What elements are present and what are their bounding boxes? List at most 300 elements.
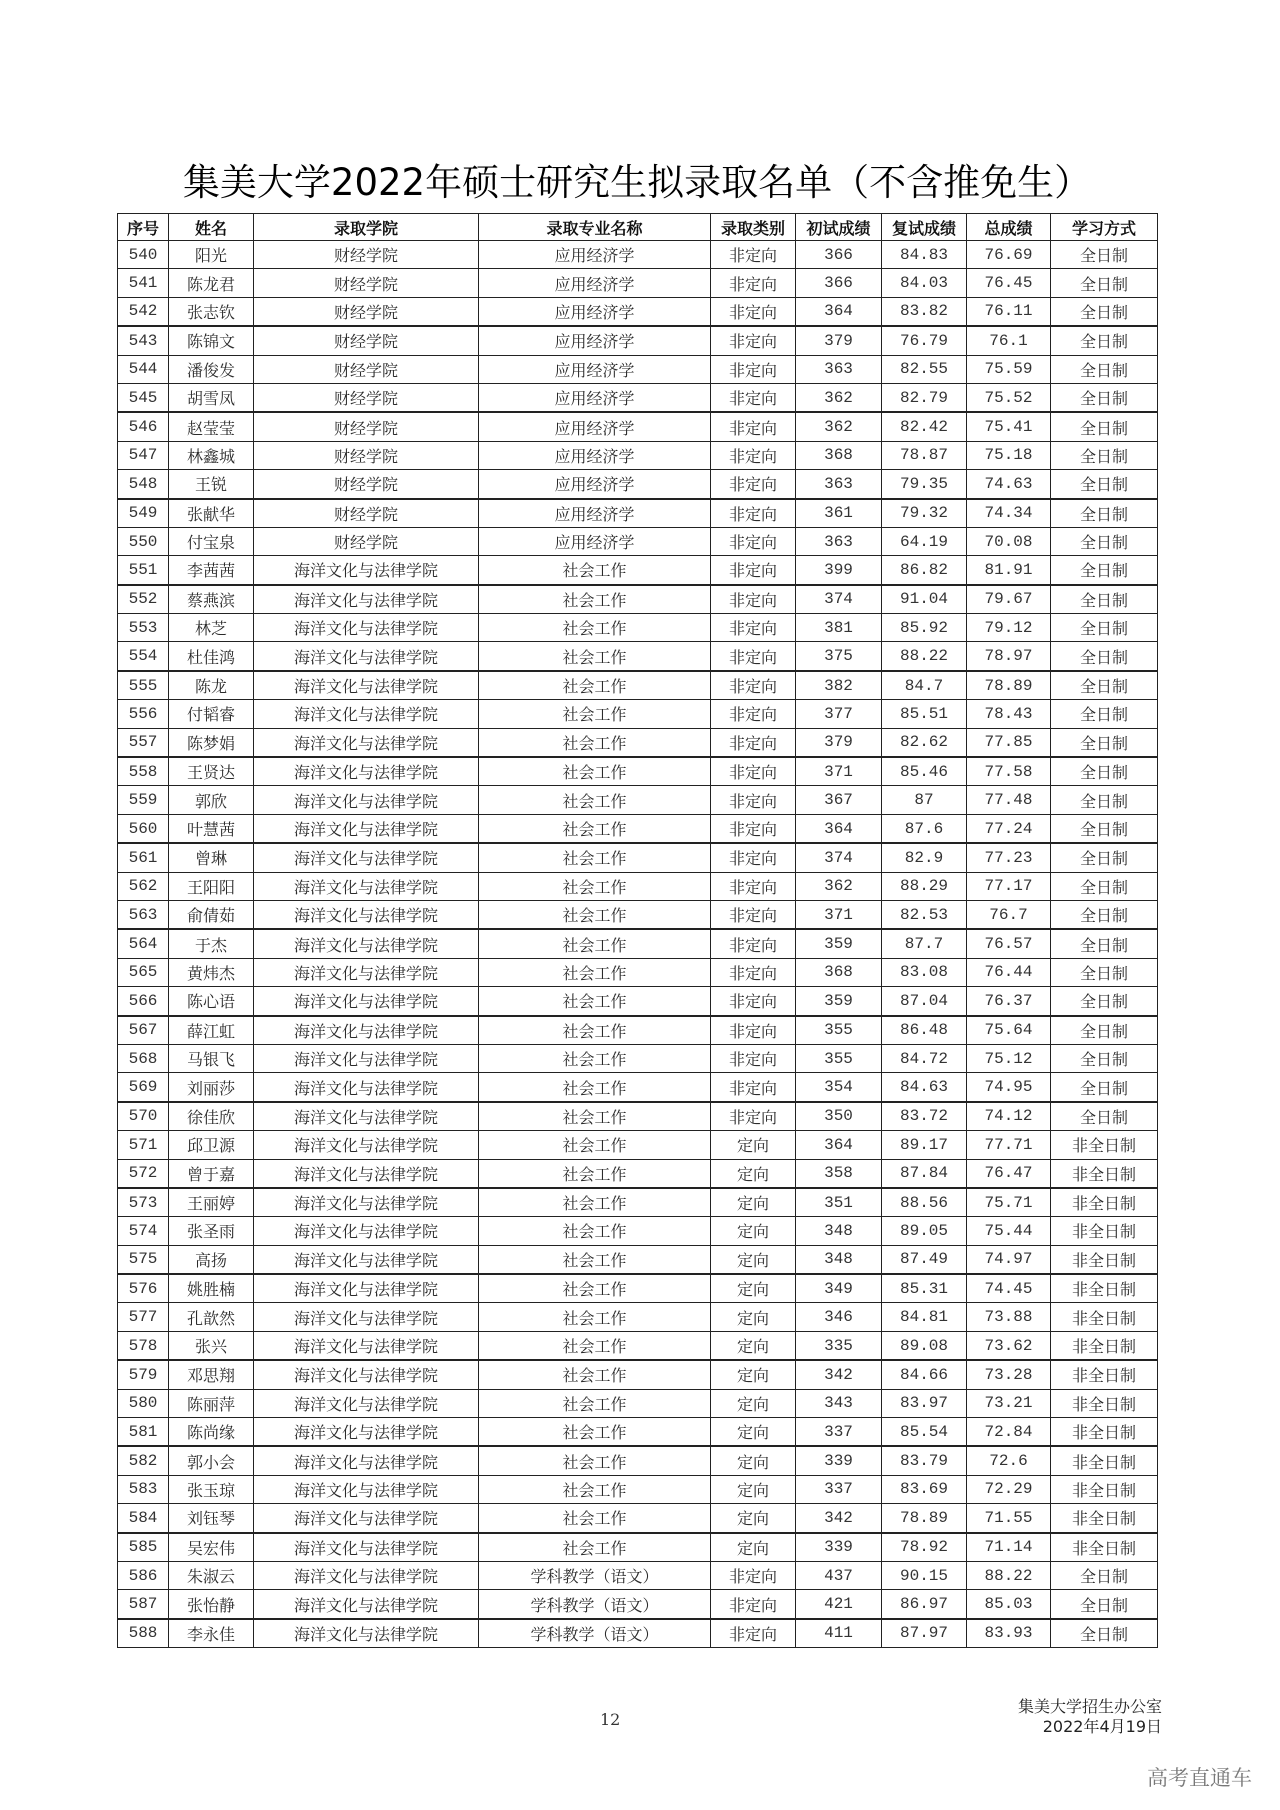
col-retest-score-cell: 76.79: [882, 326, 967, 355]
header-col-seq: 序号: [118, 214, 169, 241]
table-row: [118, 1303, 1158, 1331]
col-major-cell: 社会工作: [479, 1188, 711, 1217]
col-seq-cell: 571: [118, 1131, 169, 1159]
col-total-score-cell: 72.84: [967, 1418, 1051, 1447]
col-study-mode-cell: 全日制: [1051, 671, 1158, 700]
col-college-cell: 海洋文化与法律学院: [254, 1044, 479, 1072]
table-row: [118, 355, 1158, 383]
col-seq-cell: 579: [118, 1360, 169, 1389]
col-college-cell: 海洋文化与法律学院: [254, 1418, 479, 1447]
col-prelim-score-cell: 381: [796, 614, 882, 642]
col-total-score-cell: 74.34: [967, 499, 1051, 528]
col-total-score-cell: 76.44: [967, 958, 1051, 986]
col-seq-cell: 588: [118, 1619, 169, 1648]
col-seq-cell: 555: [118, 671, 169, 700]
table-row: [118, 1475, 1158, 1503]
table-row: [118, 241, 1158, 269]
table-row: [118, 900, 1158, 929]
col-seq-cell: 572: [118, 1159, 169, 1188]
col-college-cell: 海洋文化与法律学院: [254, 1245, 479, 1274]
col-category-cell: 非定向: [711, 269, 796, 297]
col-prelim-score-cell: 411: [796, 1619, 882, 1648]
col-prelim-score-cell: 348: [796, 1245, 882, 1274]
col-seq-cell: 563: [118, 900, 169, 929]
page-number: 12: [600, 1710, 621, 1729]
table-header-row: [118, 214, 1158, 241]
col-name-cell: 郭小会: [169, 1446, 254, 1475]
col-prelim-score-cell: 371: [796, 757, 882, 786]
col-seq-cell: 554: [118, 642, 169, 671]
col-college-cell: 海洋文化与法律学院: [254, 1016, 479, 1045]
col-name-cell: 陈梦娟: [169, 728, 254, 757]
col-total-score-cell: 72.6: [967, 1446, 1051, 1475]
col-retest-score-cell: 86.97: [882, 1590, 967, 1619]
table-row: [118, 1188, 1158, 1217]
col-total-score-cell: 77.85: [967, 728, 1051, 757]
col-name-cell: 李永佳: [169, 1619, 254, 1648]
col-name-cell: 杜佳鸿: [169, 642, 254, 671]
col-prelim-score-cell: 339: [796, 1446, 882, 1475]
col-college-cell: 海洋文化与法律学院: [254, 1331, 479, 1360]
col-retest-score-cell: 83.72: [882, 1102, 967, 1131]
col-category-cell: 非定向: [711, 671, 796, 700]
col-major-cell: 应用经济学: [479, 527, 711, 555]
col-seq-cell: 574: [118, 1217, 169, 1245]
col-prelim-score-cell: 359: [796, 987, 882, 1016]
col-seq-cell: 583: [118, 1475, 169, 1503]
col-major-cell: 社会工作: [479, 614, 711, 642]
col-retest-score-cell: 86.48: [882, 1016, 967, 1045]
col-college-cell: 财经学院: [254, 383, 479, 412]
col-seq-cell: 561: [118, 843, 169, 872]
col-seq-cell: 556: [118, 700, 169, 728]
col-seq-cell: 551: [118, 556, 169, 585]
col-retest-score-cell: 82.55: [882, 355, 967, 383]
col-major-cell: 学科教学（语文）: [479, 1561, 711, 1589]
col-name-cell: 邱卫源: [169, 1131, 254, 1159]
col-seq-cell: 558: [118, 757, 169, 786]
col-category-cell: 定向: [711, 1360, 796, 1389]
col-college-cell: 财经学院: [254, 241, 479, 269]
col-retest-score-cell: 78.87: [882, 441, 967, 469]
col-major-cell: 社会工作: [479, 671, 711, 700]
col-total-score-cell: 79.67: [967, 585, 1051, 614]
col-major-cell: 社会工作: [479, 1389, 711, 1417]
col-prelim-score-cell: 363: [796, 355, 882, 383]
col-college-cell: 财经学院: [254, 499, 479, 528]
header-col-total-score: 总成绩: [967, 214, 1051, 241]
col-retest-score-cell: 82.62: [882, 728, 967, 757]
col-prelim-score-cell: 351: [796, 1188, 882, 1217]
col-total-score-cell: 78.43: [967, 700, 1051, 728]
col-study-mode-cell: 全日制: [1051, 556, 1158, 585]
col-seq-cell: 540: [118, 241, 169, 269]
col-prelim-score-cell: 377: [796, 700, 882, 728]
col-total-score-cell: 75.52: [967, 383, 1051, 412]
col-total-score-cell: 77.17: [967, 872, 1051, 900]
table-row: [118, 814, 1158, 843]
col-retest-score-cell: 87.84: [882, 1159, 967, 1188]
col-total-score-cell: 76.11: [967, 297, 1051, 326]
col-prelim-score-cell: 368: [796, 958, 882, 986]
col-college-cell: 海洋文化与法律学院: [254, 642, 479, 671]
table-row: [118, 1561, 1158, 1589]
col-college-cell: 海洋文化与法律学院: [254, 556, 479, 585]
col-study-mode-cell: 全日制: [1051, 929, 1158, 958]
col-major-cell: 社会工作: [479, 757, 711, 786]
col-total-score-cell: 76.37: [967, 987, 1051, 1016]
table-row: [118, 527, 1158, 555]
col-seq-cell: 549: [118, 499, 169, 528]
col-category-cell: 非定向: [711, 441, 796, 469]
issuer-block: [1018, 1697, 1162, 1737]
col-study-mode-cell: 全日制: [1051, 1073, 1158, 1102]
col-seq-cell: 545: [118, 383, 169, 412]
col-category-cell: 非定向: [711, 355, 796, 383]
col-seq-cell: 581: [118, 1418, 169, 1447]
col-total-score-cell: 88.22: [967, 1561, 1051, 1589]
col-total-score-cell: 74.63: [967, 470, 1051, 499]
col-study-mode-cell: 全日制: [1051, 241, 1158, 269]
col-category-cell: 非定向: [711, 700, 796, 728]
col-major-cell: 应用经济学: [479, 441, 711, 469]
col-category-cell: 定向: [711, 1188, 796, 1217]
col-prelim-score-cell: 366: [796, 269, 882, 297]
col-total-score-cell: 74.95: [967, 1073, 1051, 1102]
col-study-mode-cell: 全日制: [1051, 987, 1158, 1016]
table-row: [118, 412, 1158, 441]
table-row: [118, 1331, 1158, 1360]
col-name-cell: 张怡静: [169, 1590, 254, 1619]
col-seq-cell: 542: [118, 297, 169, 326]
col-study-mode-cell: 非全日制: [1051, 1131, 1158, 1159]
table-row: [118, 269, 1158, 297]
col-major-cell: 社会工作: [479, 700, 711, 728]
col-category-cell: 非定向: [711, 814, 796, 843]
col-major-cell: 社会工作: [479, 556, 711, 585]
col-seq-cell: 575: [118, 1245, 169, 1274]
col-name-cell: 王阳阳: [169, 872, 254, 900]
col-retest-score-cell: 91.04: [882, 585, 967, 614]
col-category-cell: 定向: [711, 1331, 796, 1360]
col-name-cell: 陈丽萍: [169, 1389, 254, 1417]
col-college-cell: 海洋文化与法律学院: [254, 1274, 479, 1303]
col-name-cell: 薛江虹: [169, 1016, 254, 1045]
col-study-mode-cell: 全日制: [1051, 269, 1158, 297]
col-college-cell: 海洋文化与法律学院: [254, 1389, 479, 1417]
col-total-score-cell: 77.71: [967, 1131, 1051, 1159]
col-major-cell: 应用经济学: [479, 269, 711, 297]
col-seq-cell: 541: [118, 269, 169, 297]
col-retest-score-cell: 79.32: [882, 499, 967, 528]
col-total-score-cell: 77.58: [967, 757, 1051, 786]
col-study-mode-cell: 全日制: [1051, 1561, 1158, 1589]
col-name-cell: 赵莹莹: [169, 412, 254, 441]
col-college-cell: 海洋文化与法律学院: [254, 958, 479, 986]
col-name-cell: 王锐: [169, 470, 254, 499]
col-major-cell: 社会工作: [479, 1159, 711, 1188]
col-major-cell: 社会工作: [479, 585, 711, 614]
col-total-score-cell: 78.89: [967, 671, 1051, 700]
col-college-cell: 海洋文化与法律学院: [254, 585, 479, 614]
table-row: [118, 1073, 1158, 1102]
col-major-cell: 社会工作: [479, 1331, 711, 1360]
col-prelim-score-cell: 337: [796, 1475, 882, 1503]
col-study-mode-cell: 非全日制: [1051, 1446, 1158, 1475]
col-study-mode-cell: 全日制: [1051, 814, 1158, 843]
table-row: [118, 728, 1158, 757]
col-category-cell: 定向: [711, 1475, 796, 1503]
col-seq-cell: 567: [118, 1016, 169, 1045]
col-major-cell: 学科教学（语文）: [479, 1619, 711, 1648]
table-row: [118, 297, 1158, 326]
col-seq-cell: 580: [118, 1389, 169, 1417]
col-prelim-score-cell: 374: [796, 843, 882, 872]
col-total-score-cell: 77.23: [967, 843, 1051, 872]
header-col-name: 姓名: [169, 214, 254, 241]
col-retest-score-cell: 82.79: [882, 383, 967, 412]
col-name-cell: 刘丽莎: [169, 1073, 254, 1102]
col-total-score-cell: 73.88: [967, 1303, 1051, 1331]
col-total-score-cell: 76.7: [967, 900, 1051, 929]
col-college-cell: 海洋文化与法律学院: [254, 1360, 479, 1389]
col-study-mode-cell: 全日制: [1051, 441, 1158, 469]
col-major-cell: 社会工作: [479, 1073, 711, 1102]
table-row: [118, 1619, 1158, 1648]
col-college-cell: 海洋文化与法律学院: [254, 728, 479, 757]
col-college-cell: 海洋文化与法律学院: [254, 929, 479, 958]
col-total-score-cell: 81.91: [967, 556, 1051, 585]
col-total-score-cell: 79.12: [967, 614, 1051, 642]
col-college-cell: 海洋文化与法律学院: [254, 843, 479, 872]
col-name-cell: 曾琳: [169, 843, 254, 872]
col-prelim-score-cell: 371: [796, 900, 882, 929]
col-study-mode-cell: 全日制: [1051, 843, 1158, 872]
table-row: [118, 958, 1158, 986]
col-retest-score-cell: 85.92: [882, 614, 967, 642]
col-total-score-cell: 73.21: [967, 1389, 1051, 1417]
table-row: [118, 1504, 1158, 1533]
table-row: [118, 1418, 1158, 1447]
col-study-mode-cell: 全日制: [1051, 499, 1158, 528]
col-prelim-score-cell: 399: [796, 556, 882, 585]
table-body: [118, 241, 1158, 1648]
col-total-score-cell: 77.48: [967, 786, 1051, 814]
col-prelim-score-cell: 437: [796, 1561, 882, 1589]
col-college-cell: 海洋文化与法律学院: [254, 786, 479, 814]
col-name-cell: 叶慧茜: [169, 814, 254, 843]
col-total-score-cell: 76.57: [967, 929, 1051, 958]
col-retest-score-cell: 84.81: [882, 1303, 967, 1331]
col-major-cell: 社会工作: [479, 900, 711, 929]
table-row: [118, 1533, 1158, 1562]
col-category-cell: 非定向: [711, 383, 796, 412]
col-prelim-score-cell: 368: [796, 441, 882, 469]
col-category-cell: 非定向: [711, 527, 796, 555]
col-total-score-cell: 83.93: [967, 1619, 1051, 1648]
col-name-cell: 徐佳欣: [169, 1102, 254, 1131]
col-category-cell: 非定向: [711, 757, 796, 786]
table-row: [118, 872, 1158, 900]
col-total-score-cell: 71.14: [967, 1533, 1051, 1562]
col-total-score-cell: 75.71: [967, 1188, 1051, 1217]
watermark: 高考直通车: [1147, 1766, 1252, 1790]
col-retest-score-cell: 82.53: [882, 900, 967, 929]
table-row: [118, 1274, 1158, 1303]
col-study-mode-cell: 非全日制: [1051, 1245, 1158, 1274]
col-retest-score-cell: 78.92: [882, 1533, 967, 1562]
col-study-mode-cell: 全日制: [1051, 786, 1158, 814]
col-prelim-score-cell: 348: [796, 1217, 882, 1245]
col-prelim-score-cell: 382: [796, 671, 882, 700]
table-row: [118, 326, 1158, 355]
col-major-cell: 社会工作: [479, 987, 711, 1016]
col-prelim-score-cell: 337: [796, 1418, 882, 1447]
col-name-cell: 刘钰琴: [169, 1504, 254, 1533]
col-seq-cell: 564: [118, 929, 169, 958]
col-retest-score-cell: 83.97: [882, 1389, 967, 1417]
col-retest-score-cell: 83.79: [882, 1446, 967, 1475]
col-college-cell: 海洋文化与法律学院: [254, 1188, 479, 1217]
col-college-cell: 海洋文化与法律学院: [254, 872, 479, 900]
col-category-cell: 定向: [711, 1418, 796, 1447]
table-row: [118, 470, 1158, 499]
col-retest-score-cell: 84.63: [882, 1073, 967, 1102]
col-major-cell: 社会工作: [479, 814, 711, 843]
col-name-cell: 张兴: [169, 1331, 254, 1360]
col-study-mode-cell: 非全日制: [1051, 1217, 1158, 1245]
col-retest-score-cell: 89.05: [882, 1217, 967, 1245]
col-name-cell: 于杰: [169, 929, 254, 958]
col-category-cell: 非定向: [711, 1073, 796, 1102]
table-row: [118, 383, 1158, 412]
table-row: [118, 1590, 1158, 1619]
col-category-cell: 非定向: [711, 987, 796, 1016]
col-name-cell: 姚胜楠: [169, 1274, 254, 1303]
col-college-cell: 财经学院: [254, 326, 479, 355]
col-total-score-cell: 76.45: [967, 269, 1051, 297]
table-row: [118, 1245, 1158, 1274]
col-total-score-cell: 73.62: [967, 1331, 1051, 1360]
col-study-mode-cell: 全日制: [1051, 412, 1158, 441]
col-name-cell: 陈锦文: [169, 326, 254, 355]
col-study-mode-cell: 全日制: [1051, 757, 1158, 786]
col-prelim-score-cell: 362: [796, 412, 882, 441]
col-category-cell: 定向: [711, 1533, 796, 1562]
col-college-cell: 海洋文化与法律学院: [254, 1590, 479, 1619]
col-retest-score-cell: 64.19: [882, 527, 967, 555]
col-major-cell: 社会工作: [479, 1504, 711, 1533]
col-category-cell: 定向: [711, 1303, 796, 1331]
col-name-cell: 张志钦: [169, 297, 254, 326]
col-prelim-score-cell: 350: [796, 1102, 882, 1131]
col-category-cell: 非定向: [711, 786, 796, 814]
table-row: [118, 642, 1158, 671]
col-college-cell: 海洋文化与法律学院: [254, 700, 479, 728]
col-study-mode-cell: 全日制: [1051, 383, 1158, 412]
col-name-cell: 吴宏伟: [169, 1533, 254, 1562]
col-study-mode-cell: 全日制: [1051, 355, 1158, 383]
col-retest-score-cell: 87.6: [882, 814, 967, 843]
col-prelim-score-cell: 375: [796, 642, 882, 671]
col-major-cell: 应用经济学: [479, 241, 711, 269]
col-seq-cell: 587: [118, 1590, 169, 1619]
col-study-mode-cell: 非全日制: [1051, 1504, 1158, 1533]
col-major-cell: 社会工作: [479, 1245, 711, 1274]
col-major-cell: 应用经济学: [479, 412, 711, 441]
col-retest-score-cell: 87.04: [882, 987, 967, 1016]
col-major-cell: 应用经济学: [479, 499, 711, 528]
col-prelim-score-cell: 374: [796, 585, 882, 614]
col-study-mode-cell: 非全日制: [1051, 1274, 1158, 1303]
col-seq-cell: 544: [118, 355, 169, 383]
col-total-score-cell: 74.12: [967, 1102, 1051, 1131]
col-category-cell: 非定向: [711, 1590, 796, 1619]
col-college-cell: 海洋文化与法律学院: [254, 987, 479, 1016]
col-retest-score-cell: 79.35: [882, 470, 967, 499]
table-row: [118, 1360, 1158, 1389]
col-study-mode-cell: 非全日制: [1051, 1188, 1158, 1217]
col-category-cell: 非定向: [711, 1619, 796, 1648]
table-row: [118, 757, 1158, 786]
col-major-cell: 社会工作: [479, 1274, 711, 1303]
col-total-score-cell: 75.41: [967, 412, 1051, 441]
col-category-cell: 非定向: [711, 499, 796, 528]
col-study-mode-cell: 全日制: [1051, 585, 1158, 614]
col-college-cell: 海洋文化与法律学院: [254, 1102, 479, 1131]
table-row: [118, 1217, 1158, 1245]
col-total-score-cell: 76.1: [967, 326, 1051, 355]
col-name-cell: 陈心语: [169, 987, 254, 1016]
col-college-cell: 海洋文化与法律学院: [254, 1159, 479, 1188]
header-col-major: 录取专业名称: [479, 214, 711, 241]
table-row: [118, 843, 1158, 872]
col-study-mode-cell: 全日制: [1051, 326, 1158, 355]
col-category-cell: 非定向: [711, 872, 796, 900]
col-major-cell: 社会工作: [479, 642, 711, 671]
col-name-cell: 邓思翔: [169, 1360, 254, 1389]
col-category-cell: 非定向: [711, 556, 796, 585]
col-retest-score-cell: 88.29: [882, 872, 967, 900]
table-row: [118, 1016, 1158, 1045]
col-name-cell: 陈龙君: [169, 269, 254, 297]
col-study-mode-cell: 全日制: [1051, 728, 1158, 757]
col-major-cell: 社会工作: [479, 1102, 711, 1131]
col-major-cell: 社会工作: [479, 1475, 711, 1503]
col-college-cell: 财经学院: [254, 297, 479, 326]
col-major-cell: 应用经济学: [479, 470, 711, 499]
col-college-cell: 海洋文化与法律学院: [254, 1561, 479, 1589]
col-prelim-score-cell: 379: [796, 728, 882, 757]
table-row: [118, 614, 1158, 642]
col-study-mode-cell: 全日制: [1051, 1044, 1158, 1072]
col-category-cell: 非定向: [711, 642, 796, 671]
col-category-cell: 定向: [711, 1131, 796, 1159]
col-college-cell: 财经学院: [254, 269, 479, 297]
admission-table: [117, 213, 1158, 1648]
col-prelim-score-cell: 364: [796, 814, 882, 843]
col-college-cell: 财经学院: [254, 412, 479, 441]
col-prelim-score-cell: 342: [796, 1504, 882, 1533]
col-major-cell: 社会工作: [479, 1044, 711, 1072]
col-study-mode-cell: 全日制: [1051, 1619, 1158, 1648]
table-row: [118, 441, 1158, 469]
col-college-cell: 海洋文化与法律学院: [254, 1504, 479, 1533]
col-total-score-cell: 74.45: [967, 1274, 1051, 1303]
col-name-cell: 王贤达: [169, 757, 254, 786]
col-college-cell: 海洋文化与法律学院: [254, 1446, 479, 1475]
table-row: [118, 1389, 1158, 1417]
